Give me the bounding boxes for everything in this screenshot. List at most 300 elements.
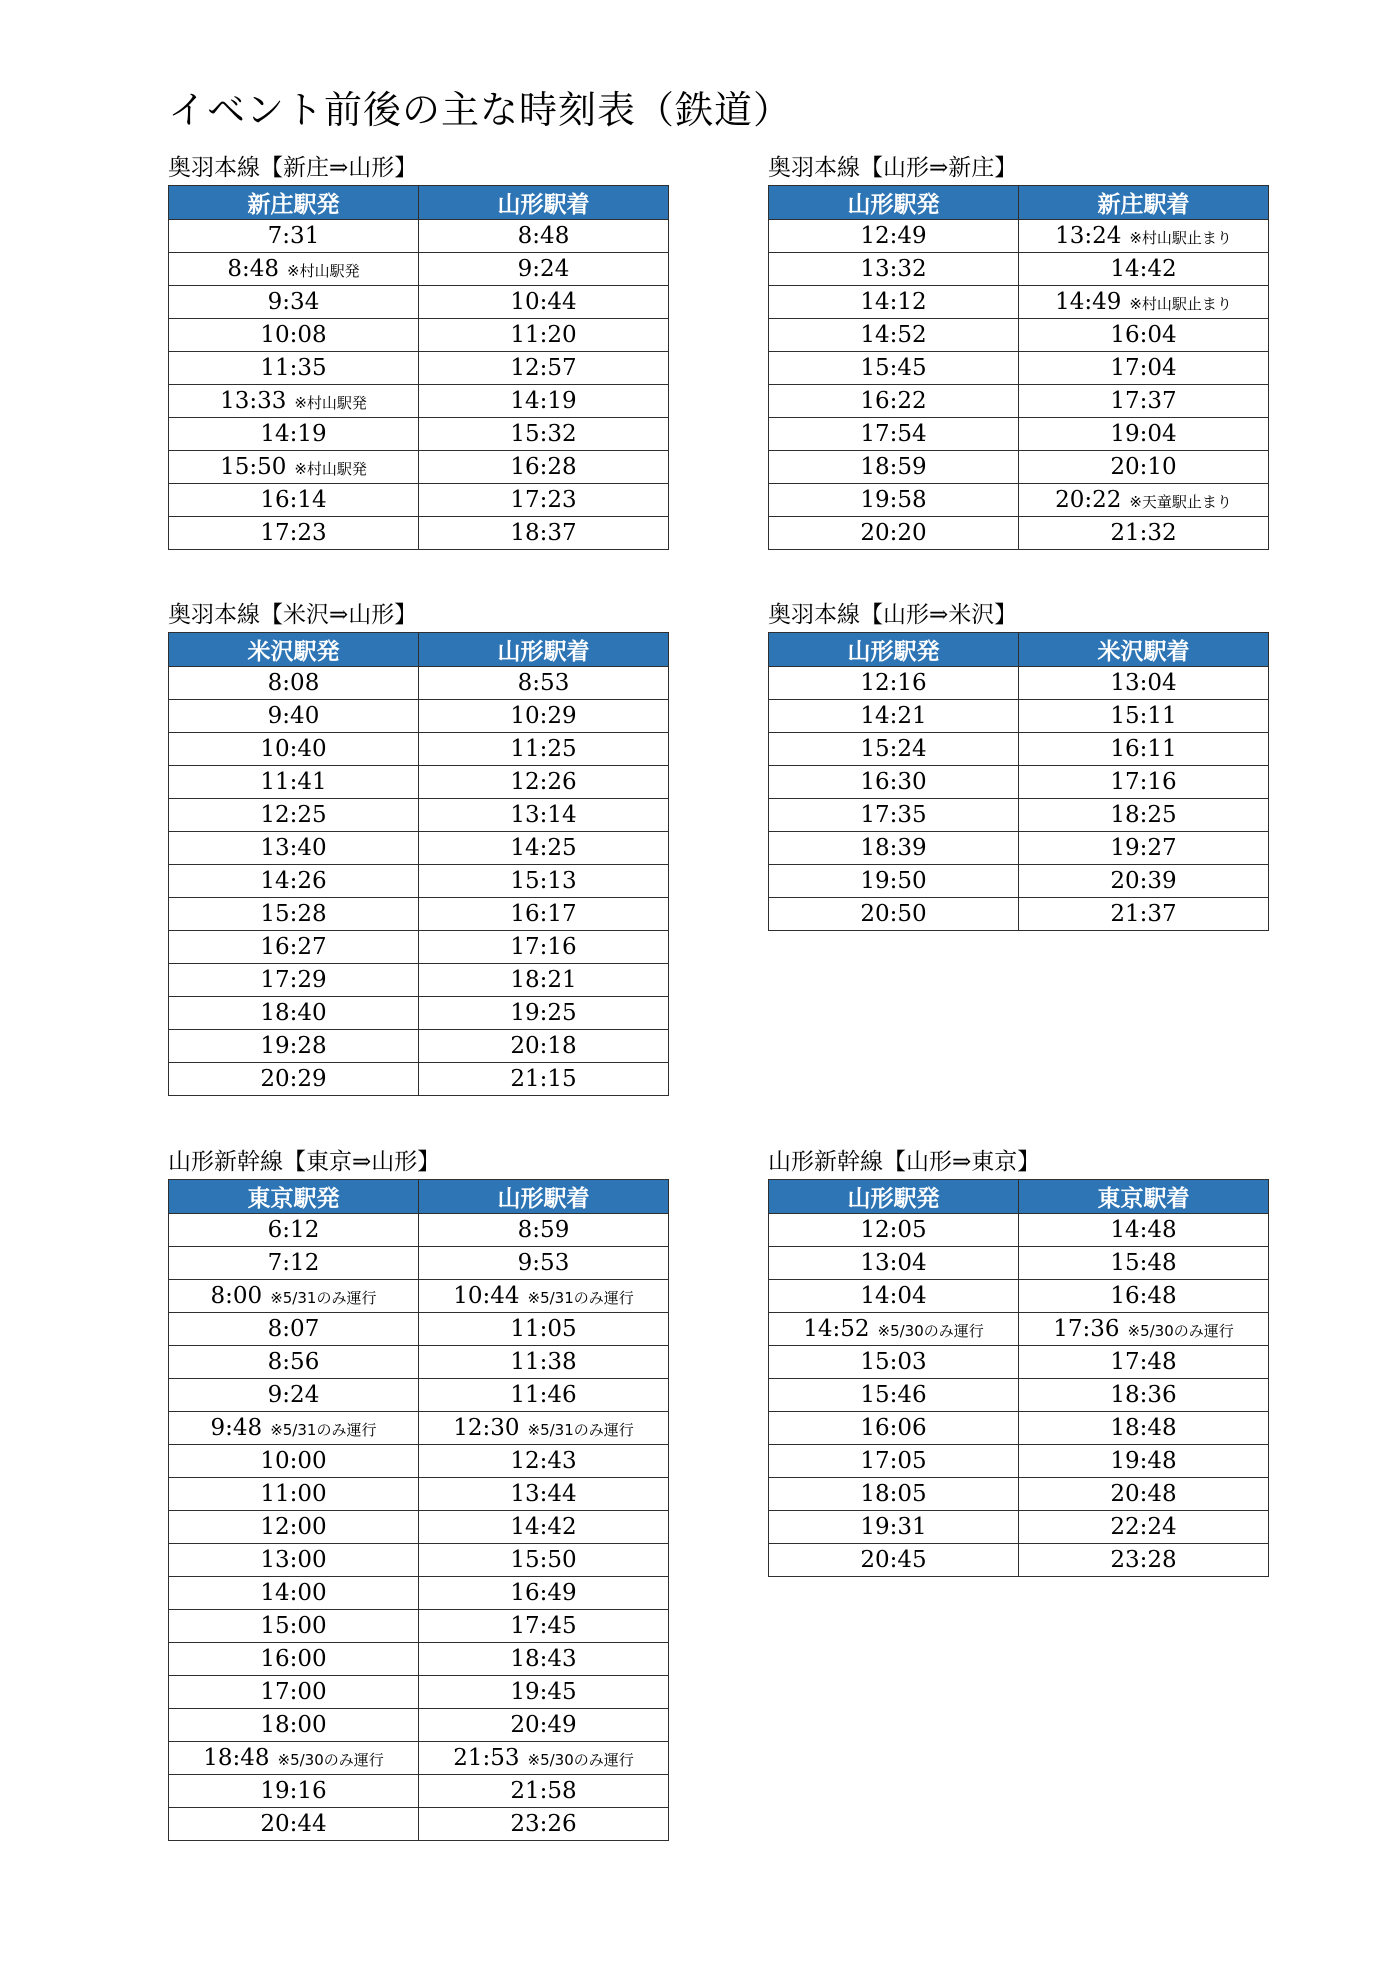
time-value: 17:35	[860, 802, 927, 828]
arrival-cell	[419, 931, 669, 964]
table-row	[169, 418, 669, 451]
time-value: 13:04	[860, 1250, 927, 1276]
departure-cell	[169, 451, 419, 484]
time-value: 14:52	[860, 322, 927, 348]
departure-cell	[769, 733, 1019, 766]
table-row	[769, 1346, 1269, 1379]
section-title: 奥羽本線【山形⇒米沢】	[768, 602, 1018, 628]
time-value: 16:11	[1110, 736, 1177, 762]
column-header-departure: 新庄駅発	[169, 186, 419, 220]
service-note: ※5/30のみ運行	[277, 1751, 384, 1769]
table-row	[769, 766, 1269, 799]
time-value: 13:04	[1110, 670, 1177, 696]
service-note: ※村山駅発	[287, 262, 360, 280]
service-note: ※5/30のみ運行	[877, 1322, 984, 1340]
departure-cell	[769, 319, 1019, 352]
arrival-cell	[419, 1610, 669, 1643]
column-header-arrival: 山形駅着	[419, 633, 669, 667]
time-value: 16:28	[510, 454, 577, 480]
time-value: 15:28	[260, 901, 327, 927]
arrival-cell	[419, 1676, 669, 1709]
time-value: 17:16	[1110, 769, 1177, 795]
time-value: 12:16	[860, 670, 927, 696]
departure-cell	[769, 1445, 1019, 1478]
arrival-cell	[419, 700, 669, 733]
arrival-cell	[1019, 766, 1269, 799]
time-value: 14:25	[510, 835, 577, 861]
time-value: 11:41	[260, 769, 327, 795]
time-value: 17:29	[260, 967, 327, 993]
arrival-cell	[1019, 1379, 1269, 1412]
table-row	[169, 1280, 669, 1313]
time-value: 12:49	[860, 223, 927, 249]
arrival-cell	[419, 865, 669, 898]
time-value: 7:12	[267, 1250, 320, 1276]
arrival-cell	[1019, 253, 1269, 286]
table-row	[769, 1511, 1269, 1544]
arrival-cell	[419, 964, 669, 997]
section-title: 山形新幹線【東京⇒山形】	[168, 1149, 441, 1175]
time-value: 8:07	[267, 1316, 320, 1342]
time-value: 17:45	[510, 1613, 577, 1639]
time-value: 14:19	[260, 421, 327, 447]
table-row	[769, 1247, 1269, 1280]
arrival-cell	[419, 1280, 669, 1313]
time-value: 19:27	[1110, 835, 1177, 861]
departure-cell	[769, 1313, 1019, 1346]
departure-cell	[769, 1280, 1019, 1313]
service-note: ※5/30のみ運行	[1127, 1322, 1234, 1340]
departure-cell	[169, 1511, 419, 1544]
arrival-cell	[419, 1577, 669, 1610]
timetable	[768, 185, 1269, 550]
table-row	[169, 964, 669, 997]
table-row	[169, 1577, 669, 1610]
time-value: 15:50	[220, 454, 287, 480]
departure-cell	[169, 1030, 419, 1063]
table-row	[169, 1247, 669, 1280]
service-note: ※5/30のみ運行	[527, 1751, 634, 1769]
time-value: 8:59	[517, 1217, 570, 1243]
departure-cell	[169, 1577, 419, 1610]
time-value: 15:03	[860, 1349, 927, 1375]
table-row	[169, 898, 669, 931]
table-row	[769, 799, 1269, 832]
table-row	[169, 799, 669, 832]
departure-cell	[769, 1478, 1019, 1511]
table-row	[169, 733, 669, 766]
timetable-section	[168, 598, 669, 1096]
departure-cell	[169, 700, 419, 733]
service-note: ※5/31のみ運行	[527, 1421, 634, 1439]
time-value: 10:40	[260, 736, 327, 762]
arrival-cell	[1019, 220, 1269, 253]
time-value: 9:24	[517, 256, 570, 282]
column-header-departure: 東京駅発	[169, 1180, 419, 1214]
arrival-cell	[419, 766, 669, 799]
time-value: 20:45	[860, 1547, 927, 1573]
arrival-cell	[1019, 898, 1269, 931]
time-value: 15:32	[510, 421, 577, 447]
service-note: ※天童駅止まり	[1129, 493, 1232, 511]
table-row	[169, 1544, 669, 1577]
time-value: 14:42	[1110, 256, 1177, 282]
table-row	[769, 1412, 1269, 1445]
arrival-cell	[419, 667, 669, 700]
time-value: 14:49	[1055, 289, 1122, 315]
time-value: 11:35	[260, 355, 327, 381]
table-row	[169, 1445, 669, 1478]
time-value: 20:50	[860, 901, 927, 927]
service-note: ※村山駅止まり	[1129, 229, 1232, 247]
arrival-cell	[1019, 733, 1269, 766]
arrival-cell	[1019, 484, 1269, 517]
arrival-cell	[1019, 1445, 1269, 1478]
arrival-cell	[419, 1379, 669, 1412]
table-row	[169, 1478, 669, 1511]
time-value: 16:06	[860, 1415, 927, 1441]
time-value: 20:48	[1110, 1481, 1177, 1507]
time-value: 14:12	[860, 289, 927, 315]
time-value: 8:48	[227, 256, 280, 282]
arrival-cell	[419, 799, 669, 832]
arrival-cell	[1019, 385, 1269, 418]
departure-cell	[769, 451, 1019, 484]
table-row	[769, 733, 1269, 766]
table-row	[769, 319, 1269, 352]
arrival-cell	[419, 517, 669, 550]
time-value: 9:48	[210, 1415, 263, 1441]
arrival-cell	[419, 1214, 669, 1247]
time-value: 16:22	[860, 388, 927, 414]
arrival-cell	[1019, 865, 1269, 898]
time-value: 14:04	[860, 1283, 927, 1309]
arrival-cell	[1019, 667, 1269, 700]
time-value: 15:11	[1110, 703, 1177, 729]
time-value: 11:46	[510, 1382, 577, 1408]
arrival-cell	[419, 1544, 669, 1577]
time-value: 12:00	[260, 1514, 327, 1540]
service-note: ※5/31のみ運行	[270, 1289, 377, 1307]
time-value: 16:27	[260, 934, 327, 960]
time-value: 16:00	[260, 1646, 327, 1672]
arrival-cell	[1019, 451, 1269, 484]
table-row	[169, 1063, 669, 1096]
time-value: 10:44	[453, 1283, 520, 1309]
time-value: 8:00	[210, 1283, 263, 1309]
time-value: 11:25	[510, 736, 577, 762]
arrival-cell	[1019, 1280, 1269, 1313]
time-value: 11:20	[510, 322, 577, 348]
departure-cell	[169, 1412, 419, 1445]
table-row	[169, 1214, 669, 1247]
time-value: 21:37	[1110, 901, 1177, 927]
departure-cell	[769, 484, 1019, 517]
arrival-cell	[419, 220, 669, 253]
time-value: 12:57	[510, 355, 577, 381]
time-value: 14:26	[260, 868, 327, 894]
departure-cell	[769, 1247, 1019, 1280]
table-row	[169, 1643, 669, 1676]
time-value: 19:25	[510, 1000, 577, 1026]
arrival-cell	[419, 1511, 669, 1544]
departure-cell	[769, 1412, 1019, 1445]
table-row	[769, 517, 1269, 550]
departure-cell	[169, 1379, 419, 1412]
time-value: 19:58	[860, 487, 927, 513]
column-header-departure: 山形駅発	[769, 186, 1019, 220]
table-row	[169, 484, 669, 517]
time-value: 23:26	[510, 1811, 577, 1837]
time-value: 16:48	[1110, 1283, 1177, 1309]
time-value: 15:00	[260, 1613, 327, 1639]
time-value: 12:05	[860, 1217, 927, 1243]
time-value: 19:45	[510, 1679, 577, 1705]
time-value: 14:48	[1110, 1217, 1177, 1243]
timetable	[168, 185, 669, 550]
departure-cell	[769, 253, 1019, 286]
time-value: 20:22	[1055, 487, 1122, 513]
time-value: 11:38	[510, 1349, 577, 1375]
table-row	[169, 766, 669, 799]
arrival-cell	[419, 352, 669, 385]
departure-cell	[169, 1709, 419, 1742]
departure-cell	[769, 385, 1019, 418]
time-value: 17:00	[260, 1679, 327, 1705]
time-value: 15:45	[860, 355, 927, 381]
table-row	[169, 1709, 669, 1742]
time-value: 17:04	[1110, 355, 1177, 381]
time-value: 13:14	[510, 802, 577, 828]
time-value: 8:53	[517, 670, 570, 696]
arrival-cell	[419, 1478, 669, 1511]
departure-cell	[769, 1214, 1019, 1247]
time-value: 17:05	[860, 1448, 927, 1474]
departure-cell	[169, 832, 419, 865]
time-value: 16:04	[1110, 322, 1177, 348]
arrival-cell	[1019, 700, 1269, 733]
table-row	[769, 253, 1269, 286]
time-value: 19:31	[860, 1514, 927, 1540]
arrival-cell	[419, 451, 669, 484]
column-header-arrival: 山形駅着	[419, 1180, 669, 1214]
table-row	[769, 1379, 1269, 1412]
time-value: 17:48	[1110, 1349, 1177, 1375]
section-title: 奥羽本線【山形⇒新庄】	[768, 155, 1018, 181]
column-header-arrival: 米沢駅着	[1019, 633, 1269, 667]
departure-cell	[169, 1775, 419, 1808]
departure-cell	[169, 1478, 419, 1511]
column-header-arrival: 山形駅着	[419, 186, 669, 220]
time-value: 12:26	[510, 769, 577, 795]
departure-cell	[169, 799, 419, 832]
time-value: 20:44	[260, 1811, 327, 1837]
time-value: 18:21	[510, 967, 577, 993]
departure-cell	[169, 319, 419, 352]
time-value: 21:15	[510, 1066, 577, 1092]
service-note: ※村山駅止まり	[1129, 295, 1232, 313]
time-value: 11:05	[510, 1316, 577, 1342]
arrival-cell	[419, 286, 669, 319]
time-value: 15:24	[860, 736, 927, 762]
departure-cell	[169, 1346, 419, 1379]
arrival-cell	[1019, 1544, 1269, 1577]
arrival-cell	[1019, 1478, 1269, 1511]
time-value: 14:52	[803, 1316, 870, 1342]
table-row	[169, 319, 669, 352]
table-row	[769, 286, 1269, 319]
arrival-cell	[1019, 1346, 1269, 1379]
table-row	[769, 220, 1269, 253]
timetable-section	[768, 598, 1269, 931]
departure-cell	[769, 799, 1019, 832]
table-row	[769, 898, 1269, 931]
timetable	[768, 632, 1269, 931]
departure-cell	[769, 700, 1019, 733]
time-value: 21:58	[510, 1778, 577, 1804]
time-value: 13:40	[260, 835, 327, 861]
table-row	[769, 1280, 1269, 1313]
time-value: 8:48	[517, 223, 570, 249]
time-value: 18:48	[203, 1745, 270, 1771]
departure-cell	[169, 1313, 419, 1346]
arrival-cell	[419, 1445, 669, 1478]
table-row	[769, 1544, 1269, 1577]
time-value: 17:23	[260, 520, 327, 546]
table-row	[169, 1412, 669, 1445]
time-value: 19:04	[1110, 421, 1177, 447]
departure-cell	[169, 997, 419, 1030]
departure-cell	[169, 1063, 419, 1096]
arrival-cell	[419, 997, 669, 1030]
table-row	[169, 220, 669, 253]
departure-cell	[769, 220, 1019, 253]
departure-cell	[169, 1445, 419, 1478]
departure-cell	[769, 832, 1019, 865]
table-row	[769, 1214, 1269, 1247]
timetable	[168, 632, 669, 1096]
table-row	[769, 352, 1269, 385]
departure-cell	[169, 286, 419, 319]
departure-cell	[169, 1676, 419, 1709]
departure-cell	[169, 733, 419, 766]
section-title: 山形新幹線【山形⇒東京】	[768, 1149, 1041, 1175]
departure-cell	[769, 1379, 1019, 1412]
time-value: 12:25	[260, 802, 327, 828]
time-value: 18:36	[1110, 1382, 1177, 1408]
timetable-section	[768, 151, 1269, 550]
time-value: 13:24	[1055, 223, 1122, 249]
time-value: 8:56	[267, 1349, 320, 1375]
arrival-cell	[419, 484, 669, 517]
column-header-departure: 山形駅発	[769, 633, 1019, 667]
time-value: 14:00	[260, 1580, 327, 1606]
service-note: ※村山駅発	[294, 394, 367, 412]
departure-cell	[169, 484, 419, 517]
time-value: 18:37	[510, 520, 577, 546]
departure-cell	[769, 286, 1019, 319]
time-value: 20:39	[1110, 868, 1177, 894]
arrival-cell	[1019, 832, 1269, 865]
time-value: 17:23	[510, 487, 577, 513]
time-value: 18:48	[1110, 1415, 1177, 1441]
time-value: 7:31	[267, 223, 320, 249]
time-value: 18:43	[510, 1646, 577, 1672]
departure-cell	[169, 220, 419, 253]
time-value: 10:29	[510, 703, 577, 729]
time-value: 9:40	[267, 703, 320, 729]
time-value: 16:30	[860, 769, 927, 795]
departure-cell	[769, 667, 1019, 700]
time-value: 18:40	[260, 1000, 327, 1026]
departure-cell	[169, 1544, 419, 1577]
time-value: 22:24	[1110, 1514, 1177, 1540]
table-row	[769, 385, 1269, 418]
departure-cell	[169, 898, 419, 931]
table-row	[169, 931, 669, 964]
time-value: 9:34	[267, 289, 320, 315]
table-row	[769, 1445, 1269, 1478]
service-note: ※村山駅発	[294, 460, 367, 478]
time-value: 20:29	[260, 1066, 327, 1092]
arrival-cell	[419, 1742, 669, 1775]
time-value: 20:49	[510, 1712, 577, 1738]
time-value: 16:14	[260, 487, 327, 513]
time-value: 12:43	[510, 1448, 577, 1474]
table-row	[169, 253, 669, 286]
departure-cell	[169, 865, 419, 898]
arrival-cell	[419, 832, 669, 865]
departure-cell	[169, 766, 419, 799]
departure-cell	[769, 1544, 1019, 1577]
time-value: 18:25	[1110, 802, 1177, 828]
table-row	[169, 1775, 669, 1808]
time-value: 18:00	[260, 1712, 327, 1738]
departure-cell	[169, 352, 419, 385]
time-value: 9:24	[267, 1382, 320, 1408]
table-row	[169, 700, 669, 733]
departure-cell	[169, 385, 419, 418]
table-row	[169, 286, 669, 319]
section-title: 奥羽本線【米沢⇒山形】	[168, 602, 418, 628]
time-value: 13:44	[510, 1481, 577, 1507]
time-value: 20:18	[510, 1033, 577, 1059]
time-value: 18:59	[860, 454, 927, 480]
time-value: 17:54	[860, 421, 927, 447]
arrival-cell	[1019, 418, 1269, 451]
arrival-cell	[1019, 319, 1269, 352]
table-row	[169, 1676, 669, 1709]
time-value: 9:53	[517, 1250, 570, 1276]
arrival-cell	[419, 1808, 669, 1841]
departure-cell	[169, 1247, 419, 1280]
time-value: 10:08	[260, 322, 327, 348]
time-value: 16:49	[510, 1580, 577, 1606]
arrival-cell	[419, 319, 669, 352]
departure-cell	[169, 253, 419, 286]
table-row	[769, 451, 1269, 484]
time-value: 19:28	[260, 1033, 327, 1059]
arrival-cell	[419, 1063, 669, 1096]
arrival-cell	[419, 418, 669, 451]
time-value: 17:16	[510, 934, 577, 960]
arrival-cell	[1019, 1412, 1269, 1445]
departure-cell	[769, 766, 1019, 799]
arrival-cell	[1019, 286, 1269, 319]
departure-cell	[769, 418, 1019, 451]
section-title: 奥羽本線【新庄⇒山形】	[168, 155, 418, 181]
table-row	[169, 1610, 669, 1643]
